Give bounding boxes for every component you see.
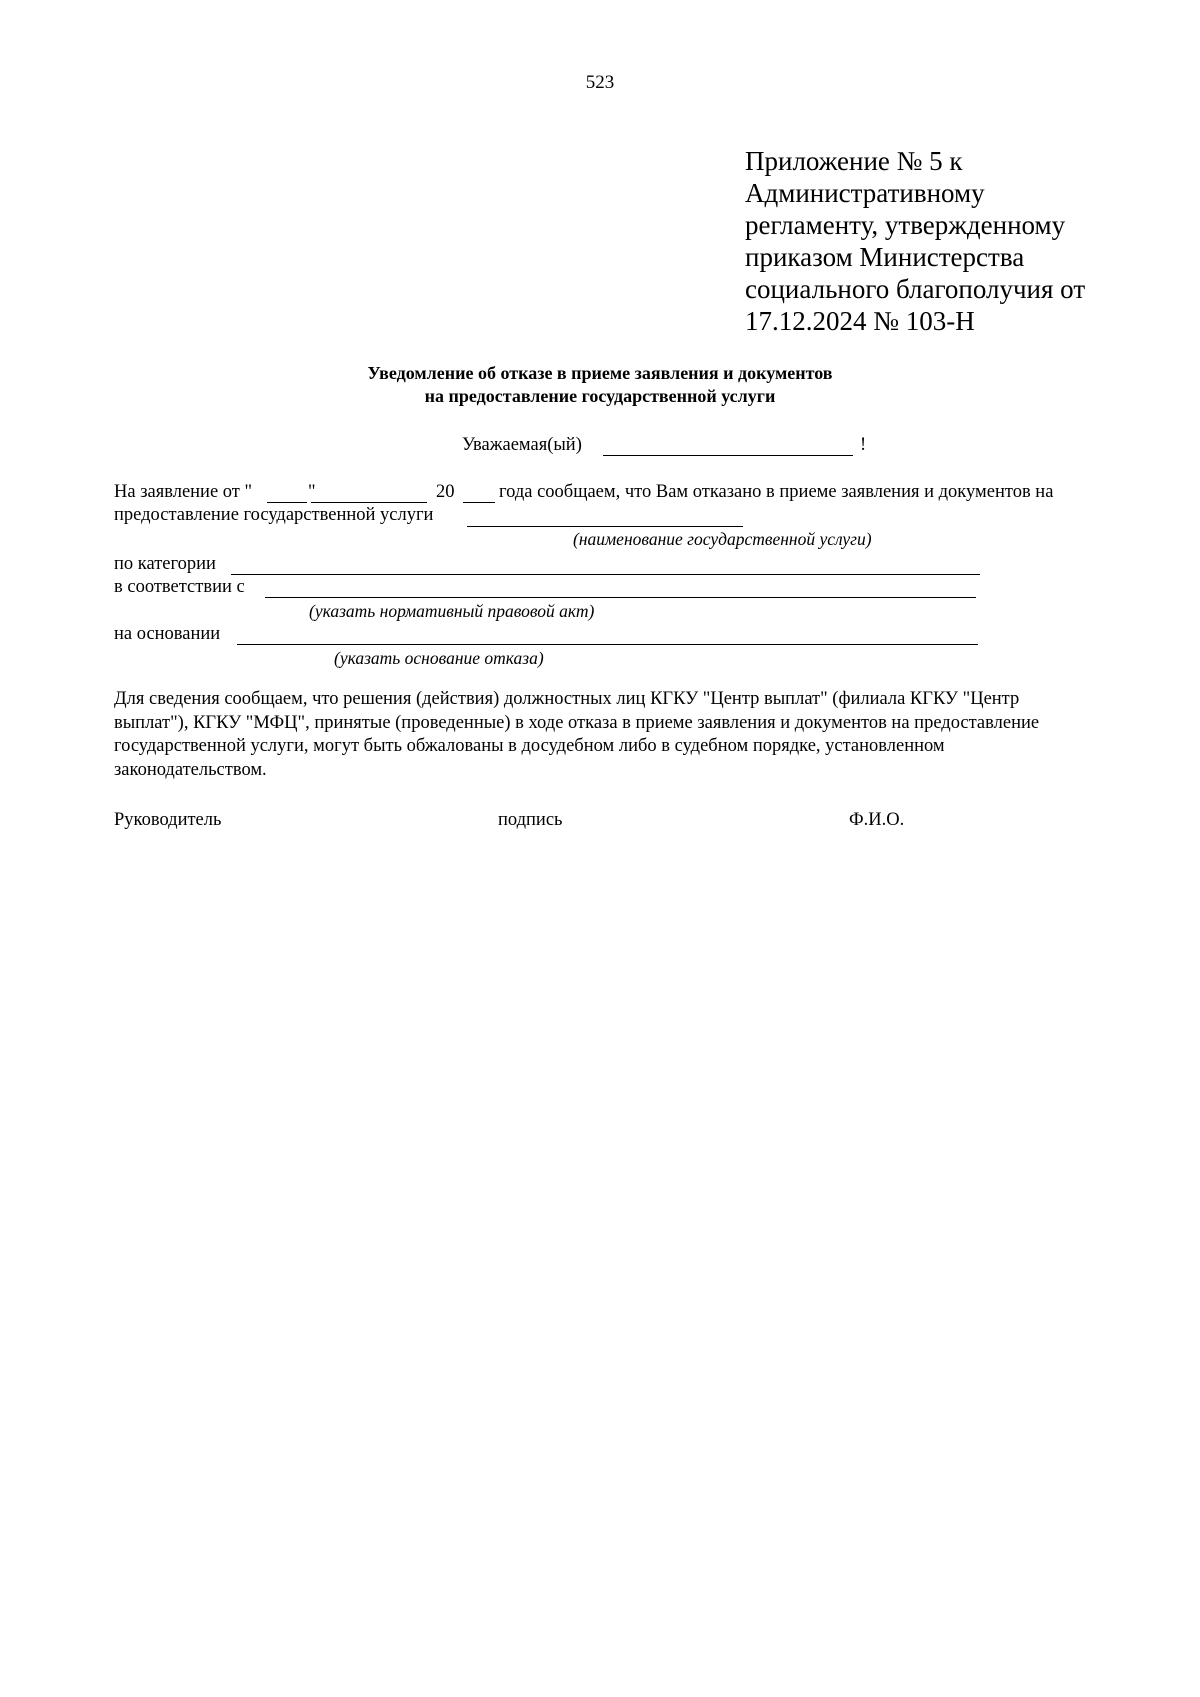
basis-note: (указать основание отказа) bbox=[334, 648, 544, 668]
document-title-line1: Уведомление об отказе в приеме заявления и документов bbox=[367, 363, 833, 383]
appendix-line: Приложение № 5 к bbox=[745, 146, 963, 176]
month-blank bbox=[311, 502, 427, 503]
category-label: по категории bbox=[114, 554, 216, 574]
signature-name-label: Ф.И.О. bbox=[849, 810, 905, 830]
info-paragraph-line: выплат"), КГКУ "МФЦ", принятые (проведенные) в ходе отказа в приеме заявления и документов на предоставление bbox=[114, 712, 1040, 733]
day-blank bbox=[267, 502, 307, 503]
info-paragraph-line: Для сведения сообщаем, что решения (действия) должностных лиц КГКУ "Центр выплат" (филиала КГКУ "Центр bbox=[114, 689, 1020, 709]
service-name-blank bbox=[467, 526, 743, 527]
application-quote-close: " bbox=[308, 482, 316, 502]
year-blank bbox=[463, 502, 495, 503]
signature-sign-label: подпись bbox=[498, 810, 563, 830]
greeting-suffix: ! bbox=[860, 435, 867, 455]
application-text-line2: предоставление государственной услуги bbox=[114, 505, 434, 525]
greeting-name-blank bbox=[603, 455, 853, 456]
accordance-blank bbox=[265, 597, 976, 598]
appendix-line: регламенту, утвержденному bbox=[745, 210, 1066, 240]
appendix-line: Административному bbox=[745, 178, 985, 208]
basis-label: на основании bbox=[114, 624, 221, 644]
info-paragraph bbox=[114, 688, 1134, 782]
appendix-line: приказом Министерства bbox=[745, 242, 1025, 272]
page-number: 523 bbox=[585, 72, 615, 93]
basis-blank bbox=[237, 644, 978, 645]
application-text-continued: года сообщаем, что Вам отказано в приеме заявления и документов на bbox=[499, 482, 1054, 502]
accordance-note: (указать нормативный правовой акт) bbox=[309, 601, 595, 621]
document-title-line2: на предоставление государственной услуги bbox=[424, 386, 776, 406]
accordance-label: в соответствии с bbox=[114, 577, 245, 597]
category-blank bbox=[231, 574, 980, 575]
application-text-start: На заявление от " bbox=[114, 482, 253, 502]
appendix-line: социального благополучия от bbox=[745, 274, 1086, 304]
application-year-prefix: 20 bbox=[436, 482, 455, 502]
info-paragraph-line: законодательством. bbox=[114, 759, 267, 780]
appendix-line: 17.12.2024 № 103-Н bbox=[745, 306, 975, 336]
info-paragraph-line: государственной услуги, могут быть обжалованы в досудебном либо в судебном порядке, установленном bbox=[114, 736, 945, 756]
greeting-prefix: Уважаемая(ый) bbox=[462, 435, 582, 455]
service-name-note: (наименование государственной услуги) bbox=[573, 529, 872, 549]
signature-head-label: Руководитель bbox=[114, 810, 222, 830]
appendix-header bbox=[745, 145, 1165, 337]
